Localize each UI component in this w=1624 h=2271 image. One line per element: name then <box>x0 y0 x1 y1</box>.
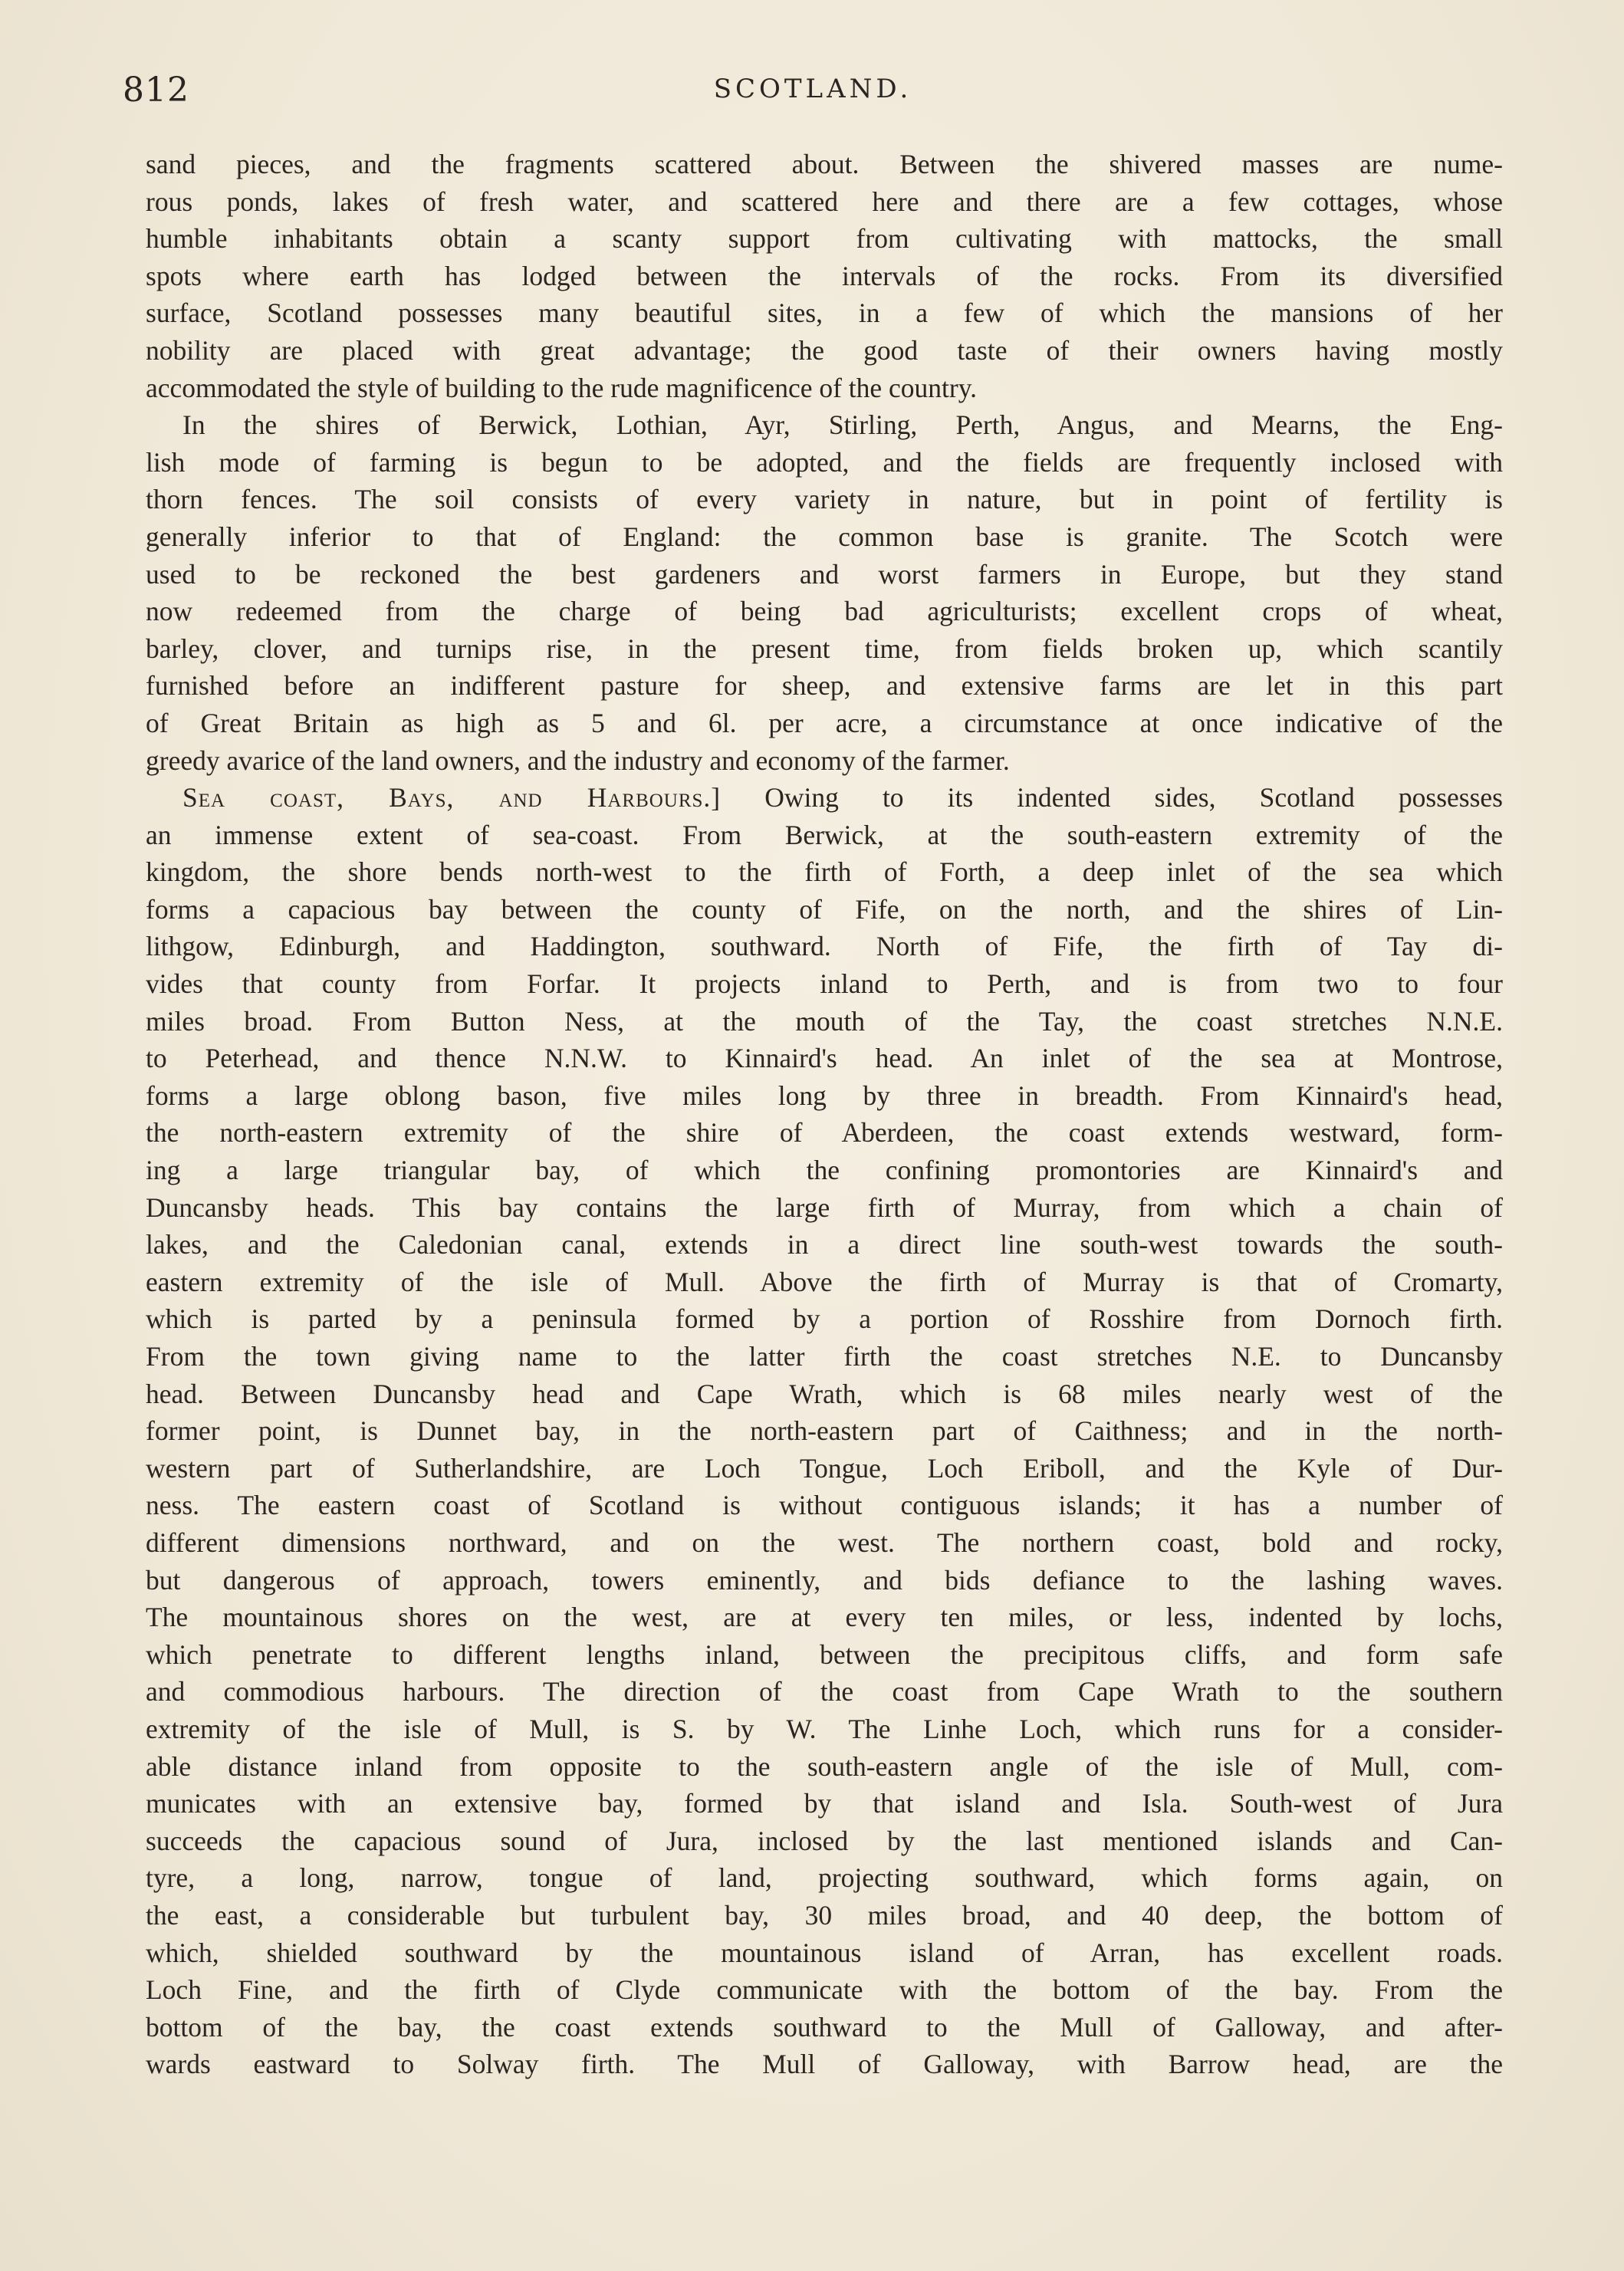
text-line: vides that county from Forfar. It projects inland to Perth, and is from two to four <box>146 968 1503 1000</box>
text-line: extremity of the isle of Mull, is S. by W. The Linhe Loch, which runs for a consider- <box>146 1713 1503 1744</box>
text-line: which is parted by a peninsula formed by a portion of Rosshire from Dornoch firth. <box>146 1303 1503 1335</box>
text-line: thorn fences. The soil consists of every variety in nature, but in point of fertility is <box>146 484 1503 515</box>
text-line: now redeemed from the charge of being bad agriculturists; excellent crops of wheat, <box>146 596 1503 627</box>
text-line: nobility are placed with great advantage; the good taste of their owners having mostly <box>146 334 1503 366</box>
text-line: barley, clover, and turnips rise, in the present time, from fields broken up, which scantily <box>146 633 1503 664</box>
text-line: rous ponds, lakes of fresh water, and scattered here and there are a few cottages, whose <box>146 186 1503 217</box>
page-header <box>123 71 1503 117</box>
text-line: the north-eastern extremity of the shire of Aberdeen, the coast extends westward, form- <box>146 1117 1503 1149</box>
text-line: Loch Fine, and the firth of Clyde communicate with the bottom of the bay. From the <box>146 1974 1503 2006</box>
text-line: In the shires of Berwick, Lothian, Ayr, Stirling, Perth, Angus, and Mearns, the Eng- <box>182 409 1503 441</box>
text-line <box>146 779 1503 817</box>
text-line: lithgow, Edinburgh, and Haddington, southward. North of Fife, the firth of Tay di- <box>146 931 1503 962</box>
text-line: which penetrate to different lengths inland, between the precipitous cliffs, and form safe <box>146 1638 1503 1670</box>
text-line: western part of Sutherlandshire, are Loch Tongue, Loch Eriboll, and the Kyle of Dur- <box>146 1452 1503 1484</box>
text-line: forms a large oblong bason, five miles long by three in breadth. From Kinnaird's head, <box>146 1080 1503 1111</box>
text-line: succeeds the capacious sound of Jura, inclosed by the last mentioned islands and Can- <box>146 1825 1503 1856</box>
text-line: used to be reckoned the best gardeners and worst farmers in Europe, but they stand <box>146 558 1503 590</box>
text-line: able distance inland from opposite to the south-eastern angle of the isle of Mull, com- <box>146 1750 1503 1782</box>
text-line: eastern extremity of the isle of Mull. Above the firth of Murray is that of Cromarty, <box>146 1266 1503 1297</box>
text-line: of Great Britain as high as 5 and 6l. per acre, a circumstance at once indicative of the <box>146 707 1503 738</box>
text-line: which, shielded southward by the mountainous island of Arran, has excellent roads. <box>146 1937 1503 1968</box>
text-line: Duncansby heads. This bay contains the large firth of Murray, from which a chain of <box>146 1191 1503 1223</box>
text-line: sand pieces, and the fragments scattered about. Between the shivered masses are nume- <box>146 149 1503 179</box>
text-line: lakes, and the Caledonian canal, extends in a direct line south-west towards the south- <box>146 1229 1503 1260</box>
running-head: SCOTLAND. <box>713 74 912 104</box>
text-line: forms a capacious bay between the county of Fife, on the north, and the shires of Lin- <box>146 893 1503 925</box>
text-line: The mountainous shores on the west, are at every ten miles, or less, indented by lochs, <box>146 1602 1503 1633</box>
page-number: 812 <box>123 71 189 110</box>
text-line: surface, Scotland possesses many beautiful sites, in a few of which the mansions of her <box>146 297 1503 329</box>
text-line: former point, is Dunnet bay, in the north-eastern part of Caithness; and in the north- <box>146 1415 1503 1447</box>
text-line: head. Between Duncansby head and Cape Wrath, which is 68 miles nearly west of the <box>146 1378 1503 1409</box>
text-line: bottom of the bay, the coast extends southward to the Mull of Galloway, and after- <box>146 2011 1503 2043</box>
text-line: From the town giving name to the latter firth the coast stretches N.E. to Duncansby <box>146 1341 1503 1372</box>
section-heading-continuation: Owing to its indented sides, Scotland possesses <box>764 782 1503 813</box>
text-line: municates with an extensive bay, formed by that island and Isla. South-west of Jura <box>146 1788 1503 1819</box>
text-line: lish mode of farming is begun to be adopted, and the fields are frequently inclosed with <box>146 446 1503 478</box>
text-line: greedy avarice of the land owners, and the industry and economy of the farmer. <box>146 744 1010 776</box>
text-line: humble inhabitants obtain a scanty support from cultivating with mattocks, the small <box>146 223 1503 255</box>
text-line: miles broad. From Button Ness, at the mouth of the Tay, the coast stretches N.N.E. <box>146 1005 1503 1037</box>
text-line: the east, a considerable but turbulent bay, 30 miles broad, and 40 deep, the bottom of <box>146 1899 1503 1931</box>
text-line: furnished before an indifferent pasture for sheep, and extensive farms are let in this part <box>146 670 1503 702</box>
text-line: but dangerous of approach, towers eminently, and bids defiance to the lashing waves. <box>146 1564 1503 1596</box>
body-text <box>146 146 1503 2083</box>
text-line: accommodated the style of building to the rude magnificence of the country. <box>146 372 978 403</box>
text-line: tyre, a long, narrow, tongue of land, projecting southward, which forms again, on <box>146 1862 1503 1894</box>
text-line: ness. The eastern coast of Scotland is without contiguous islands; it has a number of <box>146 1490 1503 1521</box>
section-heading: Sea coast, Bays, and Harbours.] <box>182 782 722 813</box>
text-line: an immense extent of sea-coast. From Berwick, at the south-eastern extremity of the <box>146 819 1503 850</box>
text-line: to Peterhead, and thence N.N.W. to Kinnaird's head. An inlet of the sea at Montrose, <box>146 1043 1503 1074</box>
text-line: different dimensions northward, and on the west. The northern coast, bold and rocky, <box>146 1527 1503 1558</box>
text-line: kingdom, the shore bends north-west to the firth of Forth, a deep inlet of the sea which <box>146 856 1503 888</box>
text-line: and commodious harbours. The direction of the coast from Cape Wrath to the southern <box>146 1676 1503 1707</box>
text-line: spots where earth has lodged between the intervals of the rocks. From its diversified <box>146 260 1503 291</box>
text-line: wards eastward to Solway firth. The Mull of Galloway, with Barrow head, are the <box>146 2049 1503 2080</box>
text-line: generally inferior to that of England: the common base is granite. The Scotch were <box>146 521 1503 552</box>
text-line: ing a large triangular bay, of which the confining promontories are Kinnaird's and <box>146 1155 1503 1186</box>
